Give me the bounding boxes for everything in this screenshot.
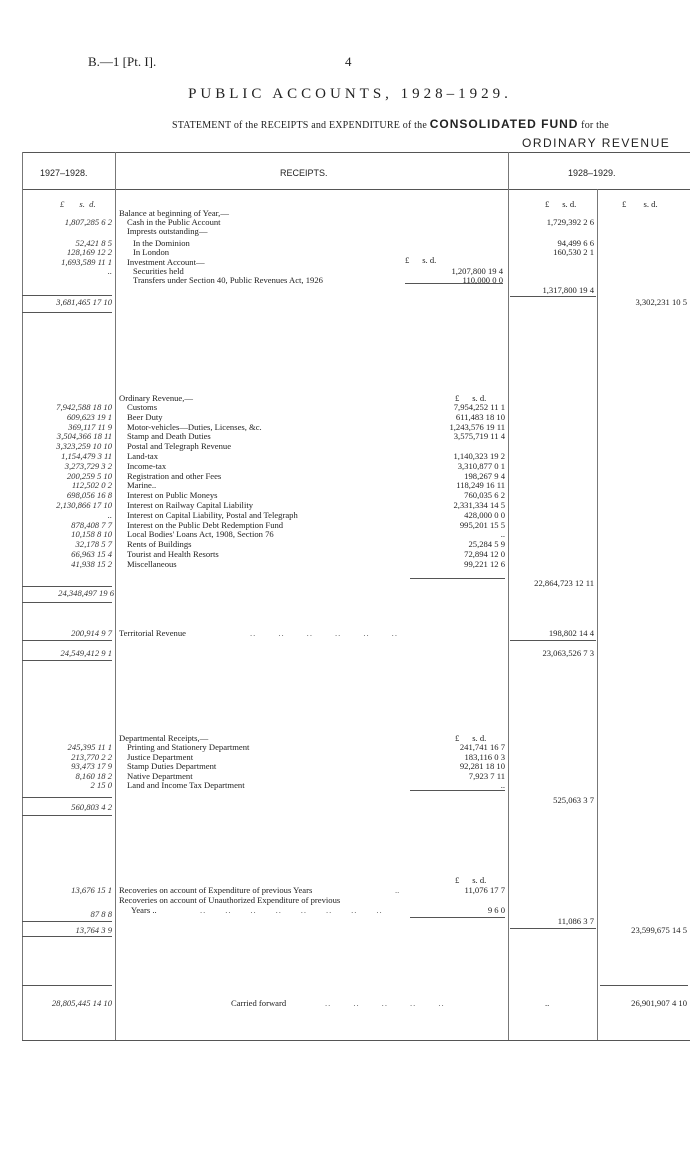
recoveries-leader-2: .. .. .. .. .. .. .. .. xyxy=(200,905,383,915)
departmental-line-prev: 2 15 0 xyxy=(90,780,112,790)
recoveries-mid-rule xyxy=(510,928,596,929)
ordinary-line-label: Tourist and Health Resorts xyxy=(127,549,219,559)
carried-prev: 28,805,445 14 10 xyxy=(51,998,112,1008)
departmental-line-cur: 92,281 18 10 xyxy=(459,761,505,771)
ordinary-line-cur: 7,954,252 11 1 xyxy=(453,402,505,412)
recoveries-line2b-label: Years .. xyxy=(131,905,157,915)
territorial-prev-rule xyxy=(22,640,112,641)
ordinary-line-cur: 760,035 6 2 xyxy=(464,490,505,501)
carried-label: Carried forward xyxy=(231,998,287,1008)
departmental-line-label: Stamp Duties Department xyxy=(127,761,217,771)
recoveries-line2-prev: 87 8 8 xyxy=(90,909,112,919)
departmental-prev-rule xyxy=(22,797,112,798)
balance-cur-total: 3,302,231 10 5 xyxy=(635,297,687,307)
ordinary-line-cur: 1,243,576 19 11 xyxy=(449,421,505,432)
balance-line-mid: 1,729,392 2 6 xyxy=(546,217,594,227)
ordinary-line-label: Interest on Railway Capital Liability xyxy=(127,500,254,510)
balance-line-prev: 128,169 12 2 xyxy=(66,247,112,257)
recoveries-line1-prev: 13,676 15 1 xyxy=(71,885,112,895)
departmental-line-prev: 93,473 17 9 xyxy=(71,761,112,771)
territorial-prev: 200,914 9 7 xyxy=(71,628,112,638)
ordinary-rule xyxy=(410,578,505,579)
table-bottom-rule xyxy=(22,1040,690,1041)
prev-units: £ s. d. xyxy=(60,199,96,209)
balance-prev-total: 3,681,465 17 10 xyxy=(56,297,112,307)
balance-heading: Balance at beginning of Year,— xyxy=(119,208,229,218)
recoveries-leader: .. xyxy=(395,885,400,895)
statement-for: for the xyxy=(581,120,609,131)
statement-fund: CONSOLIDATED FUND xyxy=(429,117,579,131)
ordinary-line-prev: 66,963 15 4 xyxy=(71,549,112,559)
statement-subheading: ORDINARY REVENUE xyxy=(522,136,671,150)
departmental-line-label: Native Department xyxy=(127,770,193,781)
balance-line-label: Imprests outstanding— xyxy=(127,226,208,236)
balance-prev-rule-2 xyxy=(22,312,112,313)
ordinary-prev-rule-2 xyxy=(22,602,112,603)
ordinary-line-cur: 995,201 15 5 xyxy=(459,519,505,530)
departmental-prev-total: 560,803 4 2 xyxy=(71,802,112,812)
balance-line-prev: .. xyxy=(107,266,112,276)
recoveries-line1-label: Recoveries on account of Expenditure of previous Years xyxy=(119,885,313,895)
ordinary-line-label: Income-tax xyxy=(127,460,167,471)
ordinary-line-prev: 369,117 11 9 xyxy=(68,421,112,432)
carry-cur-rule xyxy=(600,985,688,986)
recoveries-prev-rule xyxy=(22,921,112,922)
departmental-line-prev: 8,160 18 2 xyxy=(75,770,112,781)
ordinary-line-label: Motor-vehicles—Duties, Licenses, &c. xyxy=(127,421,262,432)
page-reference: B.—1 [Pt. I]. xyxy=(88,54,157,69)
balance-line-label: Securities held xyxy=(133,266,184,276)
departmental-line-label: Printing and Stationery Department xyxy=(127,742,250,752)
ordinary-line-label: Interest on the Public Debt Redemption Fund xyxy=(127,519,284,530)
ordinary-line-label: Stamp and Death Duties xyxy=(127,431,211,442)
balance-line-prev: 52,421 8 5 xyxy=(75,238,112,248)
balance-mid-rule xyxy=(510,296,596,297)
ordinary-line-prev: .. xyxy=(107,509,112,520)
mid-units: £ s. d. xyxy=(545,199,577,209)
statement-prefix: STATEMENT of the RECEIPTS and EXPENDITURE of the xyxy=(172,120,427,131)
departmental-line-cur: .. xyxy=(500,780,505,790)
ordinary-line-prev: 41,938 15 2 xyxy=(71,558,112,569)
territorial-prev-total: 24,549,412 9 1 xyxy=(60,648,112,658)
statement-heading xyxy=(172,117,609,131)
cur-year-divider xyxy=(597,189,598,1040)
ordinary-line-label: Interest on Capital Liability, Postal and Telegraph xyxy=(127,509,298,520)
carried-cur: 26,901,907 4 10 xyxy=(631,998,687,1008)
ordinary-line-label: Local Bodies' Loans Act, 1908, Section 76 xyxy=(127,529,274,540)
ordinary-line-prev: 698,056 16 8 xyxy=(66,490,112,501)
balance-prev-rule xyxy=(22,295,112,296)
ordinary-line-prev: 200,259 5 10 xyxy=(66,470,112,481)
ordinary-line-prev: 609,623 19 1 xyxy=(66,411,112,422)
departmental-line-cur: 7,923 7 11 xyxy=(468,770,505,781)
balance-line-label: Transfers under Section 40, Public Revenues Act, 1926 xyxy=(133,275,323,285)
ordinary-line-prev: 2,130,866 17 10 xyxy=(56,500,112,510)
balance-line-prev: 1,693,589 11 1 xyxy=(61,257,112,267)
balance-line-mid: 94,499 6 6 xyxy=(557,238,594,248)
ordinary-line-cur: 2,331,334 14 5 xyxy=(453,500,505,510)
carried-leader: .. .. .. .. .. xyxy=(325,998,445,1008)
ordinary-line-label: Beer Duty xyxy=(127,411,163,422)
ordinary-line-cur: .. xyxy=(500,529,505,540)
ordinary-line-prev: 3,273,729 3 2 xyxy=(64,460,112,471)
ordinary-line-label: Marine.. xyxy=(127,480,157,491)
balance-line-inner: 1,207,800 19 4 xyxy=(451,266,503,276)
territorial-cur: 198,802 14 4 xyxy=(548,628,594,638)
receipts-header: RECEIPTS. xyxy=(280,168,328,178)
recoveries-cur-total: 11,086 3 7 xyxy=(557,916,594,926)
ordinary-prev-total: 24,348,497 19 6 xyxy=(58,588,114,598)
document-title: PUBLIC ACCOUNTS, 1928–1929. xyxy=(188,86,512,102)
departmental-line-cur: 241,741 16 7 xyxy=(459,742,505,752)
ordinary-line-label: Miscellaneous xyxy=(127,558,177,569)
balance-line-label: In London xyxy=(133,247,170,257)
recoveries-line2-label: Recoveries on account of Unauthorized Expenditure of previous xyxy=(119,895,341,905)
ordinary-line-cur: 25,284 5 9 xyxy=(468,539,505,550)
recoveries-units: £ s. d. xyxy=(455,875,487,885)
balance-line-label: Investment Account— xyxy=(127,257,205,267)
table-header-rule xyxy=(22,189,690,190)
territorial-label: Territorial Revenue xyxy=(119,628,186,638)
ordinary-units: £ s. d. xyxy=(455,393,487,403)
departmental-units: £ s. d. xyxy=(455,733,487,743)
prev-year-divider xyxy=(115,152,116,1040)
territorial-cur-total: 23,063,526 7 3 xyxy=(542,648,594,658)
territorial-cur-rule xyxy=(510,640,596,641)
ordinary-line-prev: 10,158 8 10 xyxy=(71,529,112,540)
balance-line-label: In the Dominion xyxy=(133,238,190,248)
departmental-line-label: Justice Department xyxy=(127,751,194,762)
prev-year-header: 1927–1928. xyxy=(40,168,88,178)
recoveries-line2-cur: 9 6 0 xyxy=(487,905,505,915)
recoveries-prev-total: 13,764 3 9 xyxy=(75,925,112,935)
ordinary-line-prev: 1,154,479 3 11 xyxy=(61,451,112,461)
ordinary-line-label: Land-tax xyxy=(127,451,159,461)
page-number: 4 xyxy=(345,54,352,69)
ordinary-prev-rule xyxy=(22,586,112,587)
departmental-line-label: Land and Income Tax Department xyxy=(127,780,245,790)
ordinary-line-prev: 32,178 5 7 xyxy=(75,539,112,550)
cur-year-header: 1928–1929. xyxy=(568,168,616,178)
carry-prev-rule xyxy=(22,985,112,986)
ordinary-line-cur: 118,249 16 11 xyxy=(456,480,505,491)
recoveries-rule xyxy=(410,917,505,918)
ordinary-line-cur: 3,310,877 0 1 xyxy=(457,460,505,471)
departmental-line-prev: 245,395 11 1 xyxy=(67,742,112,752)
ordinary-line-cur: 72,894 12 0 xyxy=(464,549,505,559)
ordinary-line-cur: 3,575,719 11 4 xyxy=(453,431,505,442)
territorial-prev-rule-2 xyxy=(22,660,112,661)
ordinary-line-prev: 878,408 7 7 xyxy=(71,519,112,530)
ordinary-line-cur: 1,140,323 19 2 xyxy=(453,451,505,461)
table-top-rule xyxy=(22,152,690,153)
ordinary-cur-total: 22,864,723 12 11 xyxy=(534,578,594,588)
ordinary-line-label: Postal and Telegraph Revenue xyxy=(127,441,232,452)
departmental-cur-total: 525,063 3 7 xyxy=(553,795,594,805)
cur-units: £ s. d. xyxy=(622,199,658,209)
grand-cur-total: 23,599,675 14 5 xyxy=(631,925,687,935)
ordinary-line-cur: 428,000 0 0 xyxy=(464,509,505,520)
ordinary-line-cur: 198,267 9 4 xyxy=(464,470,505,481)
territorial-leader: .. .. .. .. .. .. xyxy=(250,628,398,638)
ordinary-line-cur: 611,483 18 10 xyxy=(455,411,505,422)
carried-mid: .. xyxy=(545,998,550,1008)
balance-line-label: Cash in the Public Account xyxy=(127,217,221,227)
departmental-heading: Departmental Receipts,— xyxy=(119,733,209,743)
departmental-line-cur: 183,116 0 3 xyxy=(464,751,505,762)
ordinary-line-label: Rents of Buildings xyxy=(127,539,192,550)
investment-total: 1,317,800 19 4 xyxy=(542,285,594,295)
balance-line-inner: 110,000 0 0 xyxy=(462,275,503,285)
ordinary-line-prev: 3,323,259 10 10 xyxy=(56,441,112,452)
ordinary-line-prev: 112,502 0 2 xyxy=(71,480,112,491)
departmental-line-prev: 213,770 2 2 xyxy=(71,751,112,762)
ordinary-line-label: Customs xyxy=(127,402,158,412)
recoveries-prev-rule-2 xyxy=(22,936,112,937)
ordinary-line-prev: 3,504,366 18 11 xyxy=(56,431,112,442)
ordinary-line-label: Registration and other Fees xyxy=(127,470,222,481)
departmental-rule xyxy=(410,790,505,791)
balance-line-mid: 160,530 2 1 xyxy=(553,247,594,257)
investment-units: £ s. d. xyxy=(405,255,437,265)
ordinary-line-label: Interest on Public Moneys xyxy=(127,490,218,501)
departmental-prev-rule-2 xyxy=(22,815,112,816)
recoveries-line1-cur: 11,076 17 7 xyxy=(464,885,505,895)
balance-line-prev: 1,807,285 6 2 xyxy=(64,217,112,227)
ordinary-heading: Ordinary Revenue,— xyxy=(119,393,193,403)
ordinary-line-prev: 7,942,588 18 10 xyxy=(56,402,112,412)
ordinary-line-cur: 99,221 12 6 xyxy=(464,558,505,569)
